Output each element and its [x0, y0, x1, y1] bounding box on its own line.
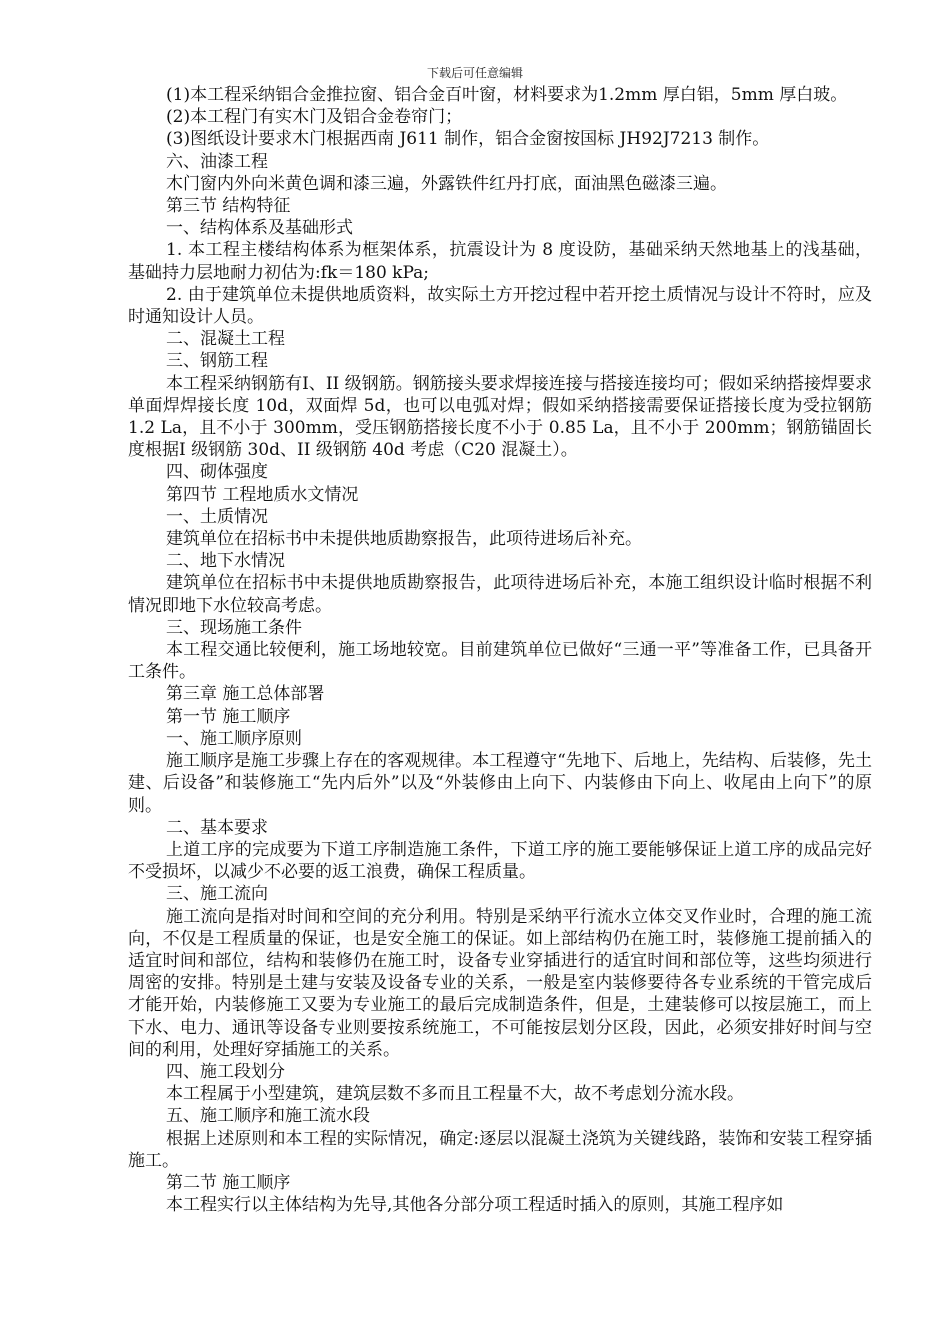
section-heading: 三、钢筋工程	[166, 351, 268, 372]
paragraph: 建筑单位在招标书中未提供地质勘察报告，此项待进场后补充。	[166, 529, 642, 550]
section-heading: 第三节 结构特征	[166, 196, 291, 217]
section-heading: 四、砌体强度	[166, 462, 268, 483]
section-heading: 二、混凝土工程	[166, 329, 285, 350]
section-heading: 第一节 施工顺序	[166, 706, 291, 727]
document-body	[128, 84, 872, 1216]
section-heading: 五、施工顺序和施工流水段	[166, 1106, 370, 1127]
paragraph: 建筑单位在招标书中未提供地质勘察报告，此项待进场后补充，本施工组织设计临时根据不利情况即地下水位较高考虑。	[128, 573, 872, 616]
section-heading: 二、地下水情况	[166, 551, 285, 572]
paragraph: 施工顺序是施工步骤上存在的客观规律。本工程遵守“先地下、后地上，先结构、后装修，先土建、后设备”和装修施工“先内后外”以及“外装修由上向下、内装修由下向上、收尾由上向下”的原则。	[128, 751, 872, 816]
section-heading: 三、施工流向	[166, 884, 268, 905]
paragraph: 上道工序的完成要为下道工序制造施工条件，下道工序的施工要能够保证上道工序的成品完好不受损坏，以减少不必要的返工浪费，确保工程质量。	[128, 839, 872, 883]
section-heading: 六、油漆工程	[166, 151, 268, 172]
paragraph: 本工程交通比较便利，施工场地较宽。目前建筑单位已做好“三通一平”等准备工作，已具备开工条件。	[128, 640, 872, 683]
paragraph: (1)本工程采纳铝合金推拉窗、铝合金百叶窗，材料要求为1.2mm 厚白铝，5mm 厚白玻。	[166, 85, 848, 105]
paragraph: 本工程属于小型建筑，建筑层数不多而且工程量不大，故不考虑划分流水段。	[166, 1084, 744, 1105]
paragraph: (3)图纸设计要求木门根据西南 J611 制作，铝合金窗按国标 JH92J7213 制作。	[166, 129, 770, 150]
paragraph: 本工程采纳钢筋有Ⅰ、II 级钢筋。钢筋接头要求焊接连接与搭接连接均可；假如采纳搭接焊要求单面焊焊接长度 10d，双面焊 5d，也可以电弧对焊；假如采纳搭接需要保证搭接长度为受拉钢筋 1.2 La，且不小于 300mm，受压钢筋搭接长度不小于 0.85 La，且不小于 200mm；钢筋锚固长度根据Ⅰ 级钢筋 30d、II 级钢筋 40d 考虑（C20 混凝土）。	[128, 373, 872, 461]
paragraph: 本工程实行以主体结构为先导,其他各分部分项工程适时插入的原则，其施工程序如	[166, 1195, 784, 1216]
section-heading: 三、现场施工条件	[166, 617, 302, 638]
section-heading: 一、结构体系及基础形式	[166, 218, 353, 239]
page-header: 下载后可任意编辑	[426, 66, 523, 80]
section-heading: 一、土质情况	[166, 506, 268, 527]
section-heading: 第二节 施工顺序	[166, 1172, 291, 1193]
section-heading: 一、施工顺序原则	[166, 728, 302, 749]
paragraph: 根据上述原则和本工程的实际情况，确定:逐层以混凝土浇筑为关键线路，装饰和安装工程穿插施工。	[128, 1128, 872, 1171]
paragraph: 1. 本工程主楼结构体系为框架体系，抗震设计为 8 度设防，基础采纳天然地基上的浅基础，基础持力层地耐力初估为:fk＝180 kPa;	[128, 240, 872, 283]
paragraph: (2)本工程门有实木门及铝合金卷帘门；	[166, 107, 463, 128]
paragraph: 木门窗内外向米黄色调和漆三遍，外露铁件红丹打底，面油黑色磁漆三遍。	[166, 173, 727, 194]
paragraph: 2. 由于建筑单位未提供地质资料，故实际土方开挖过程中若开挖土质情况与设计不符时，应及时通知设计人员。	[128, 284, 872, 328]
chapter-heading: 第三章 施工总体部署	[166, 684, 325, 705]
paragraph: 施工流向是指对时间和空间的充分利用。特别是采纳平行流水立体交叉作业时，合理的施工流向，不仅是工程质量的保证，也是安全施工的保证。如上部结构仍在施工时，装修施工提前插入的适宜时间和部位，结构和装修仍在施工时，设备专业穿插进行的适宜时间和部位等，这些均须进行周密的安排。特别是土建与安装及设备专业的关系，一般是室内装修要待各专业系统的干管完成后才能开始，内装修施工又要为专业施工的最后完成制造条件，但是，土建装修可以按层施工，而上下水、电力、通讯等设备专业则要按系统施工，不可能按层划分区段，因此，必须安排好时间与空间的利用，处理好穿插施工的关系。	[128, 906, 872, 1060]
section-heading: 四、施工段划分	[166, 1061, 285, 1082]
section-heading: 第四节 工程地质水文情况	[166, 484, 359, 505]
section-heading: 二、基本要求	[166, 817, 268, 838]
